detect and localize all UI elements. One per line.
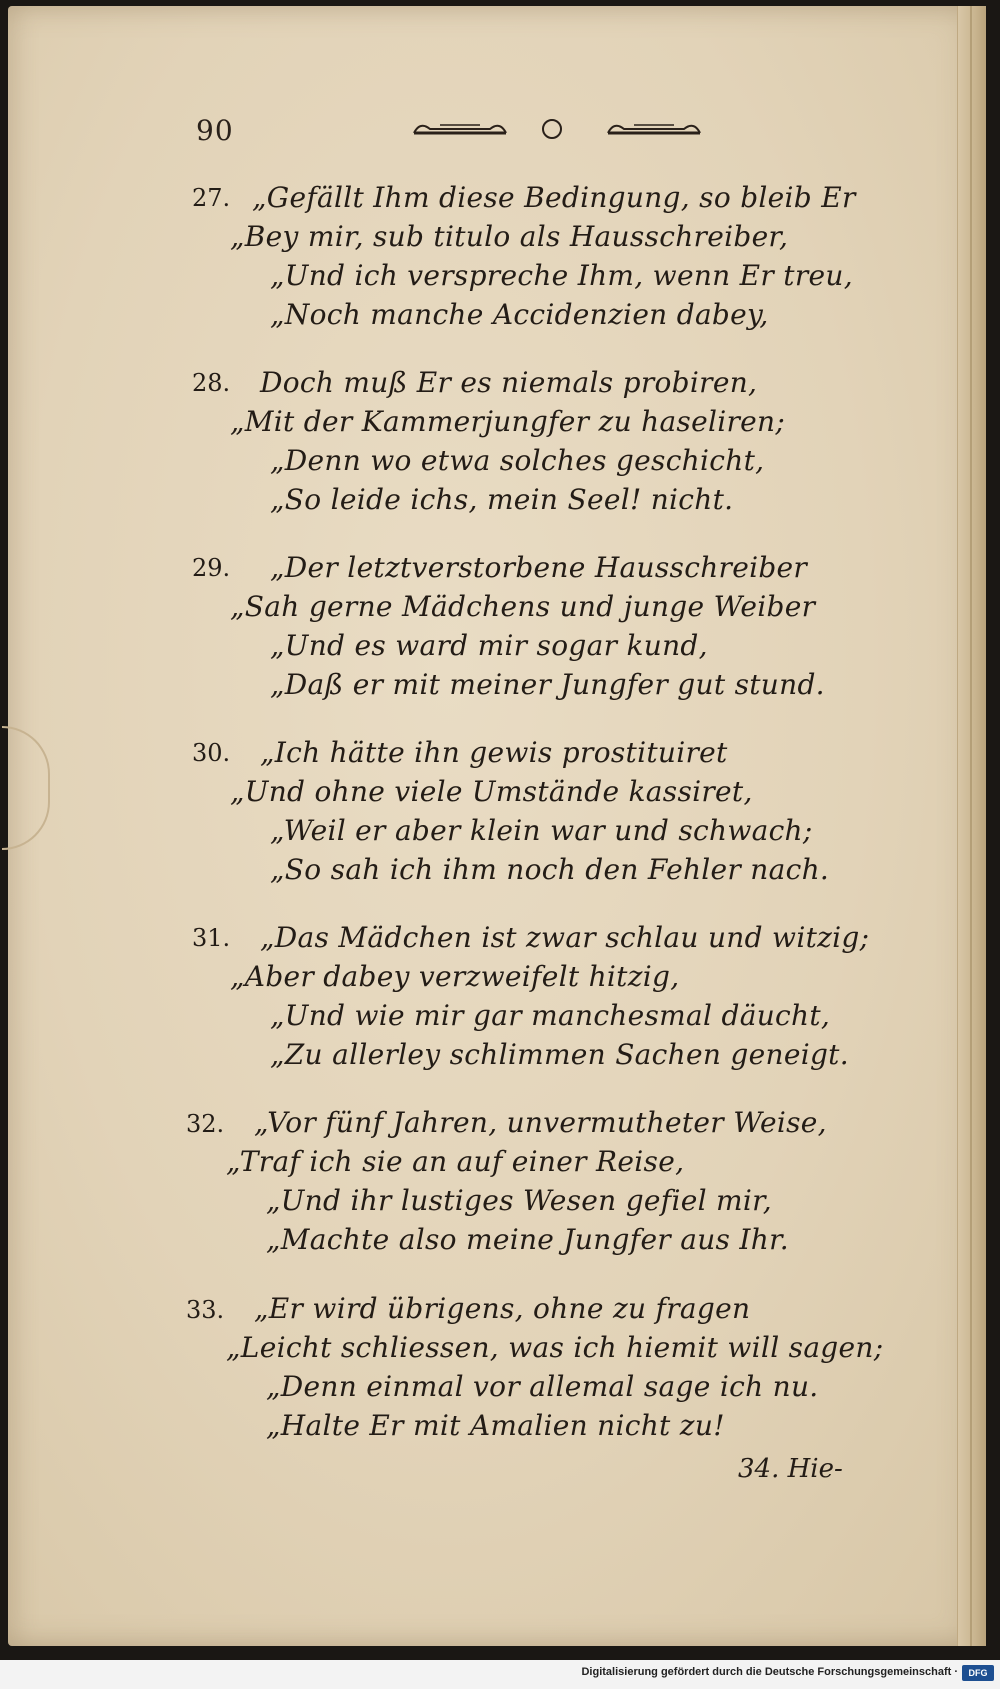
verse-line: „Das Mädchen ist zwar schlau und witzig; bbox=[260, 921, 870, 954]
verse-line: „Traf ich sie an auf einer Reise, bbox=[226, 1145, 685, 1178]
footer-bar bbox=[0, 1660, 1000, 1689]
stanza-number: 29. bbox=[192, 554, 231, 582]
stanza-number: 27. bbox=[192, 184, 231, 212]
verse-line: „Machte also meine Jungfer aus Ihr. bbox=[266, 1223, 789, 1256]
verse-line: „Vor fünf Jahren, unvermutheter Weise, bbox=[254, 1106, 827, 1139]
verse-line: „Er wird übrigens, ohne zu fragen bbox=[254, 1292, 751, 1325]
catchword: 34. Hie- bbox=[738, 1454, 843, 1484]
stanza-number: 32. bbox=[186, 1110, 225, 1138]
verse-line: „Und ich verspreche Ihm, wenn Er treu, bbox=[270, 259, 853, 292]
stanza-number: 31. bbox=[192, 924, 231, 952]
verse-line: „So leide ichs, mein Seel! nicht. bbox=[270, 483, 734, 516]
page-number: 90 bbox=[196, 114, 234, 147]
verse-line: „Daß er mit meiner Jungfer gut stund. bbox=[270, 668, 825, 701]
verse-line: „Leicht schliessen, was ich hiemit will sagen; bbox=[226, 1331, 884, 1364]
verse-line: „Gefällt Ihm diese Bedingung, so bleib Er bbox=[252, 181, 856, 214]
verse-line: „Aber dabey verzweifelt hitzig, bbox=[230, 960, 680, 993]
stanza-number: 33. bbox=[186, 1296, 225, 1324]
verse-line: „Ich hätte ihn gewis prostituiret bbox=[260, 736, 728, 769]
verse-line: „Zu allerley schlimmen Sachen geneigt. bbox=[270, 1038, 849, 1071]
verse-line: „Bey mir, sub titulo als Hausschreiber, bbox=[230, 220, 789, 253]
funding-credit: Digitalisierung gefördert durch die Deutsche Forschungsgemeinschaft · bbox=[581, 1666, 958, 1678]
verse-line: „Mit der Kammerjungfer zu haseliren; bbox=[230, 405, 786, 438]
verse-line: „Denn wo etwa solches geschicht, bbox=[270, 444, 765, 477]
verse-line: „Denn einmal vor allemal sage ich nu. bbox=[266, 1370, 819, 1403]
stanza-number: 28. bbox=[192, 369, 231, 397]
book-page bbox=[8, 6, 986, 1646]
poem-body bbox=[8, 6, 986, 1646]
verse-line: „Und ohne viele Umstände kassiret, bbox=[230, 775, 753, 808]
verse-line: „Sah gerne Mädchens und junge Weiber bbox=[230, 590, 816, 623]
verse-line: „Und wie mir gar manchesmal däucht, bbox=[270, 999, 831, 1032]
verse-line: „Noch manche Accidenzien dabey, bbox=[270, 298, 769, 331]
verse-line: „Weil er aber klein war und schwach; bbox=[270, 814, 813, 847]
dfg-logo: DFG bbox=[962, 1665, 994, 1681]
verse-line: „Und es ward mir sogar kund, bbox=[270, 629, 708, 662]
verse-line: „Und ihr lustiges Wesen gefiel mir, bbox=[266, 1184, 772, 1217]
verse-line: „Halte Er mit Amalien nicht zu! bbox=[266, 1409, 725, 1442]
verse-line: „Der letztverstorbene Hausschreiber bbox=[270, 551, 808, 584]
verse-line: Doch muß Er es niemals probiren, bbox=[260, 366, 758, 399]
stanza-number: 30. bbox=[192, 739, 231, 767]
verse-line: „So sah ich ihm noch den Fehler nach. bbox=[270, 853, 830, 886]
